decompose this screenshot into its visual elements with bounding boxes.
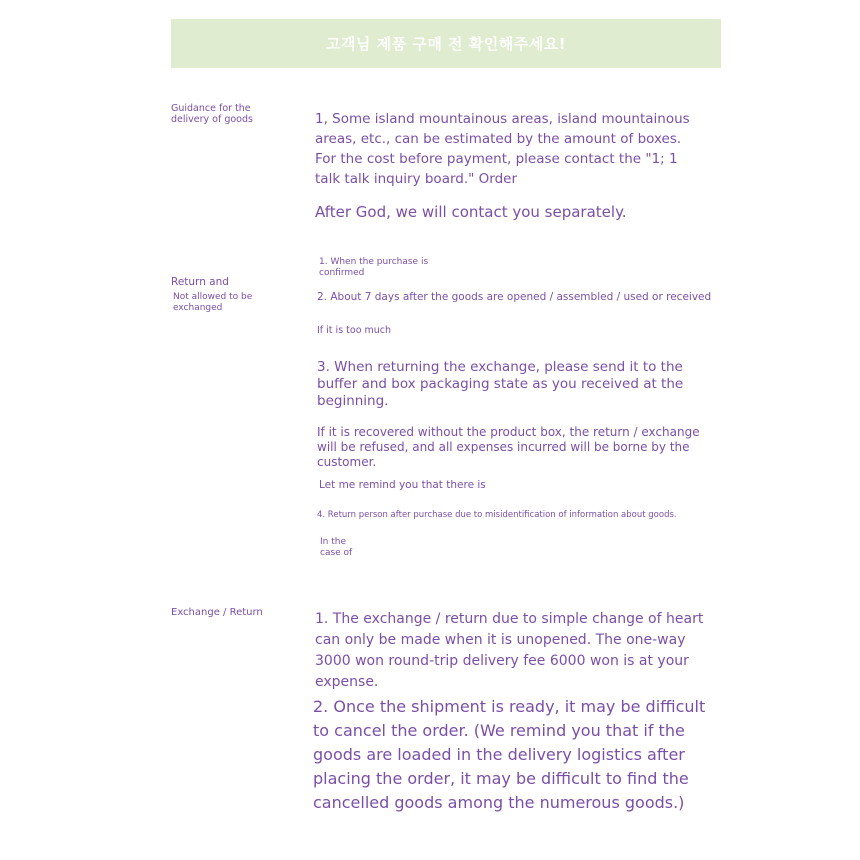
return-item-1: 1. When the purchase is confirmed bbox=[319, 257, 429, 278]
return-section-sublabel: Not allowed to be exchanged bbox=[173, 292, 253, 313]
return-item-3b: If it is recovered without the product box, the return / exchange will be refused, and all expenses incurred will be borne by the customer. bbox=[317, 425, 700, 469]
delivery-section-label: Guidance for the delivery of goods bbox=[171, 103, 253, 125]
exchange-paragraph-2: 2. Once the shipment is ready, it may be difficult to cancel the order. (We remind you that if the goods are loaded in the delivery logistics after placing the order, it may be difficult to find the cancelled goods among the numerous goods.) bbox=[313, 697, 706, 812]
return-item-2b: If it is too much bbox=[317, 325, 392, 336]
notice-banner bbox=[171, 19, 721, 68]
return-item-2: 2. About 7 days after the goods are opened / assembled / used or received bbox=[317, 291, 712, 303]
return-item-3c: Let me remind you that there is bbox=[319, 479, 486, 491]
banner-title: 고객님 제품 구매 전 확인해주세요! bbox=[325, 35, 567, 53]
exchange-section-label: Exchange / Return bbox=[171, 607, 263, 618]
return-section-label: Return and bbox=[171, 276, 229, 288]
exchange-paragraph-1: 1. The exchange / return due to simple change of heart can only be made when it is unopened. The one-way 3000 won round-trip delivery fee 6000 won is at your expense. bbox=[315, 611, 704, 690]
delivery-paragraph-1: 1, Some island mountainous areas, island mountainous areas, etc., can be estimated by the amount of boxes. For the cost before payment, please contact the "1; 1 talk talk inquiry board." Order bbox=[315, 111, 690, 187]
return-item-4b: In the case of bbox=[320, 537, 353, 558]
delivery-paragraph-2: After God, we will contact you separately. bbox=[315, 203, 627, 221]
return-item-4: 4. Return person after purchase due to misidentification of information about goods. bbox=[317, 510, 677, 520]
return-item-3: 3. When returning the exchange, please send it to the buffer and box packaging state as you received at the beginning. bbox=[317, 359, 684, 409]
